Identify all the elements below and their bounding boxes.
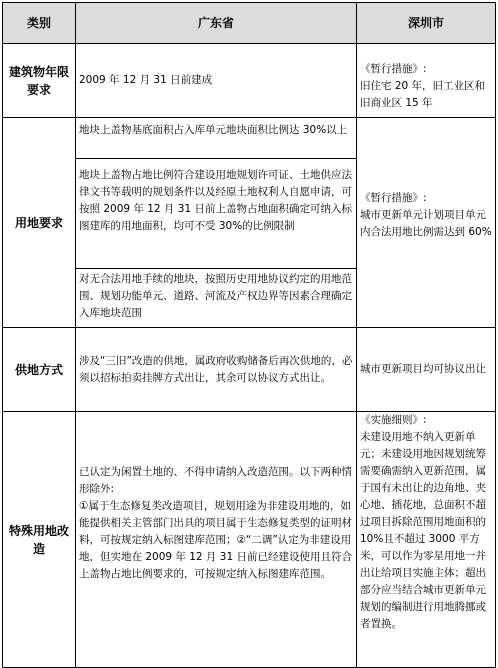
shenzhen-land-supply-text: 城市更新项目均可协议出让 — [360, 363, 486, 375]
guangdong-land-use-1 — [76, 122, 356, 158]
guangdong-land-use-2-text: 地块上盖物占地比例符合建设用地规划许可证、土地供应法律文书等载明的规划条件以及经原土地权利人自愿申请，可按照 2009 年 12 月 31 日前上盖物占地面积确定可纳入标图建库的用地面积，均可不受 30%的比例限制 — [79, 169, 352, 232]
shenzhen-land-use — [357, 190, 495, 262]
comparison-table — [2, 2, 496, 668]
category-land-use: 用地要求 — [14, 215, 63, 230]
shenzhen-special-land-source: 《实施细则》: — [360, 414, 427, 426]
shenzhen-building-age-text: 旧住宅 20 年，旧工业区和旧商业区 15 年 — [360, 80, 486, 109]
guangdong-land-use-3-text: 对无合法用地手续的地块，按照历史用地协议约定的用地范围、规划功能单元、道路、河流及产权边界等因素合理确定入库地块范围 — [79, 273, 352, 319]
guangdong-land-supply — [76, 328, 356, 411]
category-special-land: 特殊用地改造 — [8, 523, 69, 556]
shenzhen-building-age — [357, 61, 495, 117]
row-divider — [76, 158, 356, 159]
shenzhen-land-use-text: 城市更新单元计划项目单元内合法用地比例需达到 60% — [360, 209, 492, 238]
guangdong-land-use-1-text: 地块上盖物基底面积占入库单元地块面积比例达 30%以上 — [79, 124, 348, 136]
shenzhen-land-supply — [357, 328, 495, 411]
shenzhen-land-use-source: 《暂行措施》: — [360, 192, 427, 204]
guangdong-building-age-text: 2009 年 12 月 31 日前建成 — [79, 74, 213, 86]
guangdong-special-land-cases: ①属于生态修复类改造项目，规划用途为非建设用地的，如能提供相关主管部门出具的项目属于生态修复类型的证明材料，可按规定纳入标图建库范围；②“二调”认定为非建设用地，但实地在 2009 年 12 月 31 日前已经建设使用且符合上盖物占地比例要求的，可按规定纳入标图建库范围。 — [79, 500, 352, 580]
row-divider — [76, 268, 356, 269]
shenzhen-building-age-source: 《暂行措施》: — [360, 63, 427, 75]
guangdong-building-age — [76, 44, 356, 117]
header-category: 类别 — [3, 3, 75, 43]
header-shenzhen: 深圳市 — [357, 3, 495, 43]
row-divider — [3, 117, 495, 118]
header-guangdong: 广东省 — [76, 3, 356, 43]
guangdong-special-land — [76, 464, 356, 664]
guangdong-land-use-2 — [76, 167, 356, 268]
guangdong-special-land-intro: 已认定为闲置土地的、不得申请纳入改造范围。以下两种情形除外: — [79, 466, 352, 495]
guangdong-land-use-3 — [76, 271, 356, 327]
guangdong-land-supply-text: 涉及“三旧”改造的供地，属政府收购储备后再次供地的，必须以招标拍卖挂牌方式出让，其余可以协议方式出让。 — [79, 354, 353, 384]
shenzhen-special-land-text: 未建设用地不纳入更新单元；未建设用地因规划统筹需要确需纳入更新范围，属于国有未出让的边角地、夹心地、插花地，总面积不超过项目拆除范围用地面积的 10%且不超过 3000 平方米，可以作为零星用地一并出让给项目实施主体；超出部分应当结合城市更新单元规划的编制进行用地腾挪或者置换。 — [360, 431, 486, 630]
shenzhen-special-land — [357, 412, 495, 667]
category-building-age: 建筑物年限要求 — [8, 64, 69, 97]
category-land-supply: 供地方式 — [14, 362, 63, 377]
